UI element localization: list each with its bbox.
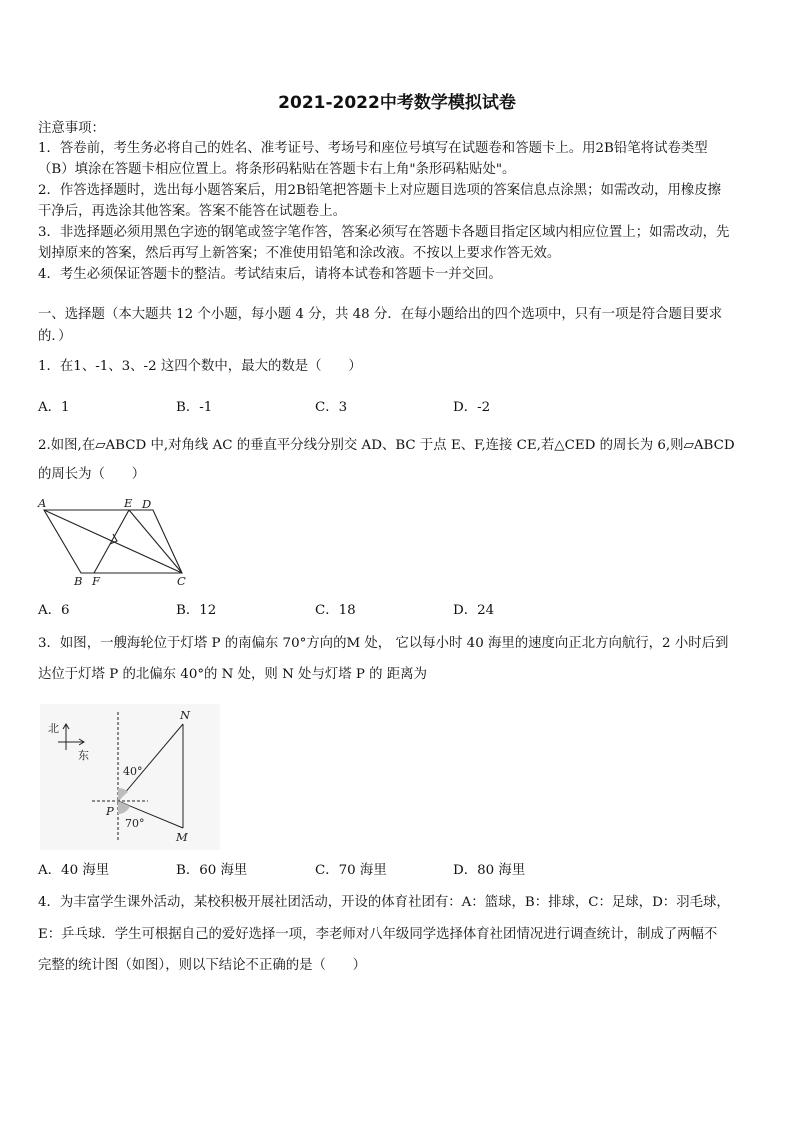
segment-ce bbox=[129, 510, 182, 573]
q4-stem: 4．为丰富学生课外活动，某校积极开展社团活动，开设的体育社团有：A：篮球，B：排球，C：足球，D：羽毛球， bbox=[38, 895, 730, 910]
label-e: E bbox=[124, 496, 133, 510]
q1-option-b: B．-1 bbox=[176, 400, 213, 415]
q1-option-a: A．1 bbox=[38, 400, 70, 415]
q1-option-c: C．3 bbox=[315, 400, 348, 415]
notice-item: 3．非选择题必须用黑色字迹的钢笔或签字笔作答，答案必须写在答题卡各题目指定区域内相应位置上；如需改动，先 bbox=[38, 225, 730, 240]
q3-option-b: B．60 海里 bbox=[176, 863, 248, 878]
q3-stem-cont: 达位于灯塔 P 的北偏东 40°的 N 处，则 N 处与灯塔 P 的 距离为 bbox=[38, 667, 427, 682]
q1-stem: 1．在1、-1、3、-2 这四个数中，最大的数是（ ） bbox=[38, 359, 362, 374]
q2-option-a: A．6 bbox=[38, 603, 70, 618]
label-b: B bbox=[74, 574, 83, 588]
diagonal-ac bbox=[44, 510, 182, 573]
q3-bearing-figure bbox=[40, 704, 220, 850]
q4-stem-cont2: 完整的统计图（如图），则以下结论不正确的是（ ） bbox=[38, 958, 367, 973]
label-a: A bbox=[38, 496, 47, 510]
perpendicular-bisector-ef bbox=[94, 510, 129, 573]
notice-heading: 注意事项： bbox=[38, 121, 105, 136]
label-d: D bbox=[142, 497, 152, 511]
q1-option-d: D．-2 bbox=[453, 400, 491, 415]
notice-item: 1．答卷前，考生务必将自己的姓名、准考证号、考场号和座位号填写在试题卷和答题卡上。用2B铅笔将试卷类型 bbox=[38, 141, 708, 156]
q3-stem: 3．如图，一艘海轮位于灯塔 P 的南偏东 70°方向的M 处， 它以每小时 40 海里的速度向正北方向航行，2 小时后到 bbox=[38, 636, 729, 651]
label-angle-40: 40° bbox=[123, 765, 143, 778]
notice-item: 2．作答选择题时，选出每小题答案后，用2B铅笔把答题卡上对应题目选项的答案信息点涂黑；如需改动，用橡皮擦 bbox=[38, 183, 722, 198]
q3-option-d: D．80 海里 bbox=[453, 863, 526, 878]
label-n: N bbox=[180, 708, 191, 722]
label-f: F bbox=[92, 574, 100, 588]
notice-item: 干净后，再选涂其他答案。答案不能答在试题卷上。 bbox=[38, 204, 346, 219]
label-c: C bbox=[177, 574, 186, 588]
q2-stem-cont: 的周长为（ ） bbox=[38, 467, 146, 482]
q2-parallelogram-figure bbox=[36, 494, 196, 590]
q3-option-c: C．70 海里 bbox=[315, 863, 387, 878]
page-title: 2021-2022中考数学模拟试卷 bbox=[278, 93, 516, 113]
notice-item: 4．考生必须保证答题卡的整洁。考试结束后，请将本试卷和答题卡一并交回。 bbox=[38, 267, 502, 282]
label-east: 东 bbox=[78, 749, 89, 762]
label-north: 北 bbox=[48, 722, 59, 735]
q2-option-c: C．18 bbox=[315, 603, 356, 618]
q2-option-b: B．12 bbox=[176, 603, 217, 618]
q4-stem-cont: E：乒乓球．学生可根据自己的爱好选择一项，李老师对八年级同学选择体育社团情况进行调查统计，制成了两幅不 bbox=[38, 927, 718, 942]
notice-item: （B）填涂在答题卡相应位置上。将条形码粘贴在答题卡右上角"条形码粘贴处"。 bbox=[38, 162, 516, 177]
section-heading-cont: 的．） bbox=[38, 329, 72, 344]
label-m: M bbox=[176, 830, 188, 844]
q2-option-d: D．24 bbox=[453, 603, 495, 618]
notice-item: 划掉原来的答案，然后再写上新答案；不准使用铅笔和涂改液。不按以上要求作答无效。 bbox=[38, 246, 561, 261]
label-p: P bbox=[106, 804, 114, 818]
q3-option-a: A．40 海里 bbox=[38, 863, 110, 878]
q2-stem: 2.如图,在▱ABCD 中,对角线 AC 的垂直平分线分别交 AD、BC 于点 E、F,连接 CE,若△CED 的周长为 6,则▱ABCD bbox=[38, 438, 735, 453]
label-angle-70: 70° bbox=[125, 817, 145, 830]
section-heading: 一、选择题（本大题共 12 个小题，每小题 4 分，共 48 分．在每小题给出的四个选项中，只有一项是符合题目要求 bbox=[38, 307, 723, 322]
